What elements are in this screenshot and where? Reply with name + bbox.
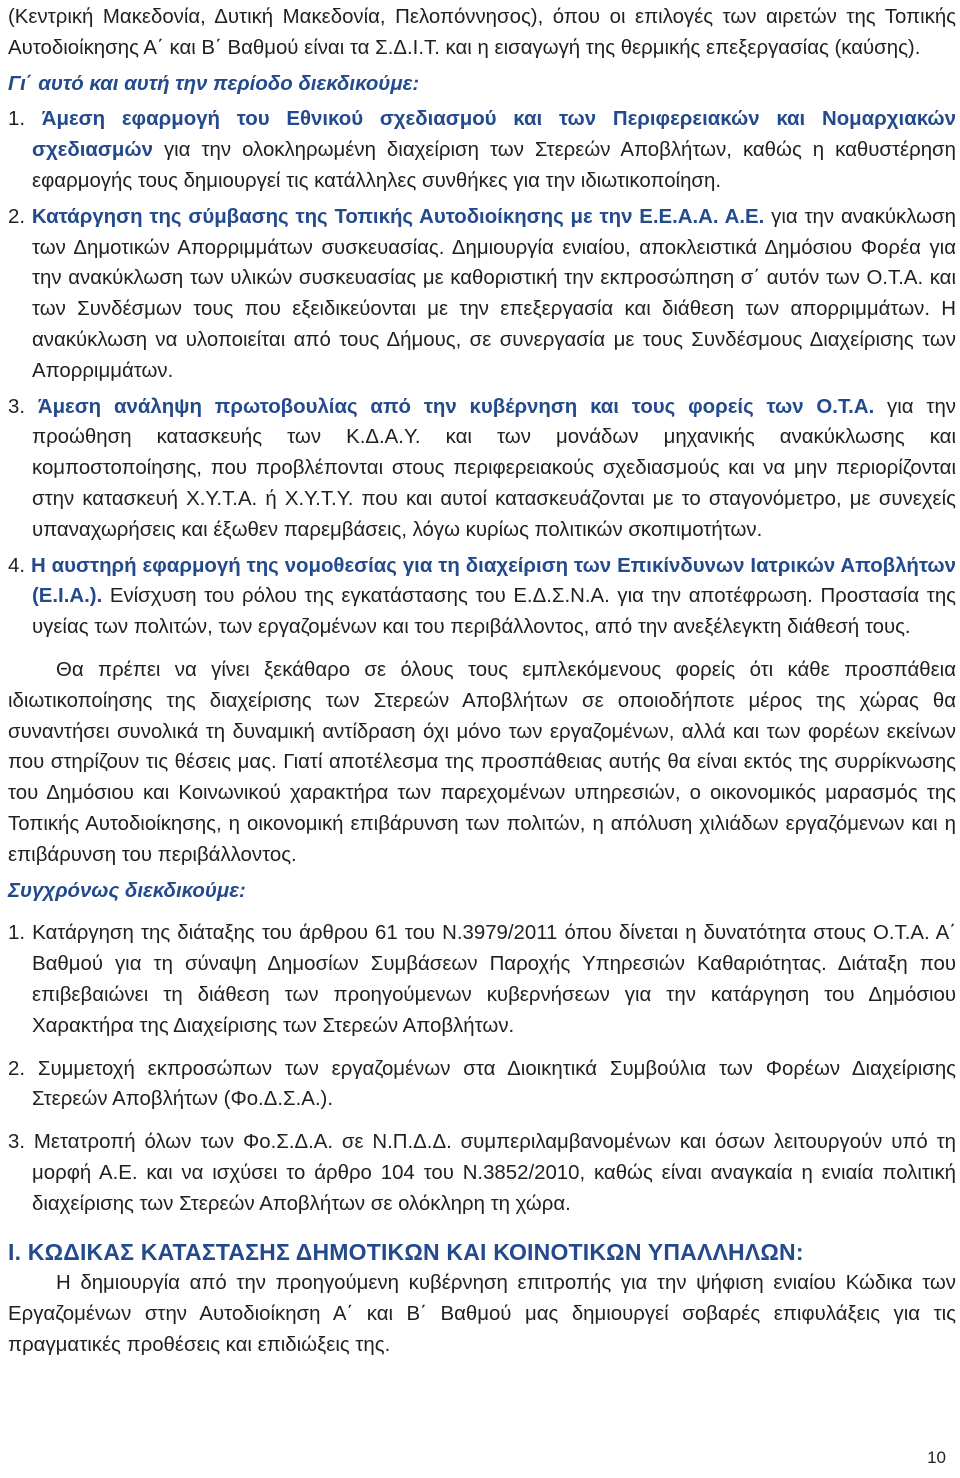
demand-bold-text: Άμεση ανάληψη πρωτοβουλίας από την κυβέρνηση και τους φορείς των Ο.Τ.Α.	[37, 395, 875, 418]
demand-number: 4.	[8, 554, 26, 577]
demand-item	[8, 104, 956, 196]
demand-text: για την προώθηση κατασκευής των Κ.Δ.Α.Υ. και των μονάδων μηχανικής ανακύκλωσης και κομποστοποίησης, που προβλέπονται στους περιφερειακούς σχεδιασμούς και να μην περιορίζονται στην κατασκευή Χ.Υ.Τ.Α. ή Χ.Υ.Τ.Υ. που και αυτοί κατασκευάζονται με το σταγονόμετρο, με συνεχείς υπαναχωρήσεις και έξωθεν παρεμβάσεις, λόγω κυρίως πολιτικών σκοπιμοτήτων.	[32, 395, 956, 541]
page-number: 10	[927, 1448, 946, 1468]
demand-bold-text: Άμεση εφαρμογή του Εθνικού σχεδιασμού και των Περιφερειακών και Νομαρχιακών σχεδιασμών	[32, 108, 956, 162]
simultaneous-item	[8, 1127, 956, 1219]
simultaneous-number: 1.	[8, 922, 26, 945]
simultaneous-number: 2.	[8, 1057, 26, 1080]
simultaneous-item	[8, 918, 956, 1041]
demand-number: 2.	[8, 205, 26, 228]
demand-item	[8, 202, 956, 387]
simultaneous-heading: Συγχρόνως διεκδικούμε:	[8, 879, 246, 902]
demand-item	[8, 392, 956, 546]
demand-text: για την ανακύκλωση των Δημοτικών Απορριμμάτων συσκευασίας. Δημιουργία ενιαίου, αποκλειστικά Δημόσιου Φορέα για την ανακύκλωση των υλικών συσκευασίας με καθοριστική την εκπροσώπηση σ΄ αυτόν των Ο.Τ.Α. και των Συνδέσμων τους που εξειδικεύονται με την επεξεργασία και διάθεση των απορριμμάτων. Η ανακύκλωση να υλοποιείται από τους Δήμους, σε συνεργασία με τους Συνδέσμους Διαχείρισης των Απορριμμάτων.	[32, 205, 956, 382]
document-body	[8, 2, 956, 1361]
simultaneous-text: Συμμετοχή εκπροσώπων των εργαζομένων στα Διοικητικά Συμβούλια των Φορέων Διαχείρισης Στερεών Αποβλήτων (Φο.Δ.Σ.Α.).	[32, 1057, 956, 1111]
demand-text: για την ολοκληρωμένη διαχείριση των Στερεών Αποβλήτων, καθώς η καθυστέρηση εφαρμογής τους δημιουργεί τις κατάλληλες συνθήκες για την ιδιωτικοποίηση.	[32, 139, 956, 192]
demand-number: 3.	[8, 395, 26, 418]
simultaneous-number: 3.	[8, 1131, 26, 1154]
demand-item	[8, 551, 956, 643]
demand-text: Ενίσχυση του ρόλου της εγκατάστασης του Ε.Δ.Σ.Ν.Α. για την αποτέφρωση. Προστασία της υγείας των πολιτών, των εργαζομένων και του περιβάλλοντος, από την ανεξέλεγκτη διάθεσή τους.	[32, 585, 956, 639]
demand-bold-text: Η αυστηρή εφαρμογή της νομοθεσίας για τη διαχείριση των Επικίνδυνων Ιατρικών Αποβλήτων (Ε.Ι.Α.).	[30, 554, 956, 608]
section-title: Ι. ΚΩΔΙΚΑΣ ΚΑΤΑΣΤΑΣΗΣ ΔΗΜΟΤΙΚΩΝ ΚΑΙ ΚΟΙΝΟΤΙΚΩΝ ΥΠΑΛΛΗΛΩΝ:	[8, 1239, 804, 1266]
intro-paragraph: (Κεντρική Μακεδονία, Δυτική Μακεδονία, Πελοπόννησος), όπου οι επιλογές των αιρετών της Τοπικής Αυτοδιοίκησης Α΄ και Β΄ Βαθμού είναι τα Σ.Δ.Ι.Τ. και η εισαγωγή της θερμικής επεξεργασίας (καύσης).	[8, 6, 956, 59]
main-paragraph: Θα πρέπει να γίνει ξεκάθαρο σε όλους τους εμπλεκόμενους φορείς ότι κάθε προσπάθεια ιδιωτικοποίησης της διαχείρισης των Στερεών Αποβλήτων σε οποιοδήποτε μέρος της χώρας θα συναντήσει συνολικά τη δυναμική αντίδραση όχι μόνο των εργαζομένων, αλλά και των φορέων εκείνων που στηρίζουν τις θέσεις μας. Γιατί αποτέλεσμα της προσπάθειας αυτής θα είναι εκτός της συρρίκνωσης του Δημόσιου και Κοινωνικού χαρακτήρα των παρεχομένων υπηρεσιών, ο οικονομικός μαρασμός της Τοπικής Αυτοδιοίκησης, η οικονομική επιβάρυνση των πολιτών, η απόλυση χιλιάδων εργαζόμενων και η επιβάρυνση του περιβάλλοντος.	[8, 658, 956, 866]
simultaneous-item	[8, 1054, 956, 1116]
demand-number: 1.	[8, 108, 26, 131]
demand-bold-text: Κατάργηση της σύμβασης της Τοπικής Αυτοδιοίκησης με την Ε.Ε.Α.Α. Α.Ε.	[31, 205, 765, 228]
section-paragraph: Η δημιουργία από την προηγούμενη κυβέρνηση επιτροπής για την ψήφιση ενιαίου Κώδικα των Εργαζομένων στην Αυτοδιοίκηση Α΄ και Β΄ Βαθμού μας δημιουργεί σοβαρές επιφυλάξεις για τις πραγματικές προθέσεις και επιδιώξεις της.	[8, 1272, 956, 1356]
simultaneous-text: Μετατροπή όλων των Φο.Σ.Δ.Α. σε Ν.Π.Δ.Δ. συμπεριλαμβανομένων και όσων λειτουργούν υπό τη μορφή Α.Ε. και να ισχύσει το άρθρο 104 του Ν.3852/2010, καθώς είναι αναγκαία η ενιαία πολιτική διαχείρισης των Στερεών Αποβλήτων σε ολόκληρη τη χώρα.	[32, 1131, 956, 1215]
simultaneous-text: Κατάργηση της διάταξης του άρθρου 61 του Ν.3979/2011 όπου δίνεται η δυνατότητα στους Ο.Τ.Α. Α΄ Βαθμού για τη σύναψη Δημοσίων Συμβάσεων Παροχής Υπηρεσιών Καθαριότητας. Διάταξη που επιβεβαιώνει τη διάθεση των προηγούμενων κυβερνήσεων για την κατάργηση του Δημόσιου Χαρακτήρα της Διαχείρισης των Στερεών Αποβλήτων.	[32, 922, 956, 1037]
demands-heading: Γι΄ αυτό και αυτή την περίοδο διεκδικούμε:	[8, 72, 420, 95]
